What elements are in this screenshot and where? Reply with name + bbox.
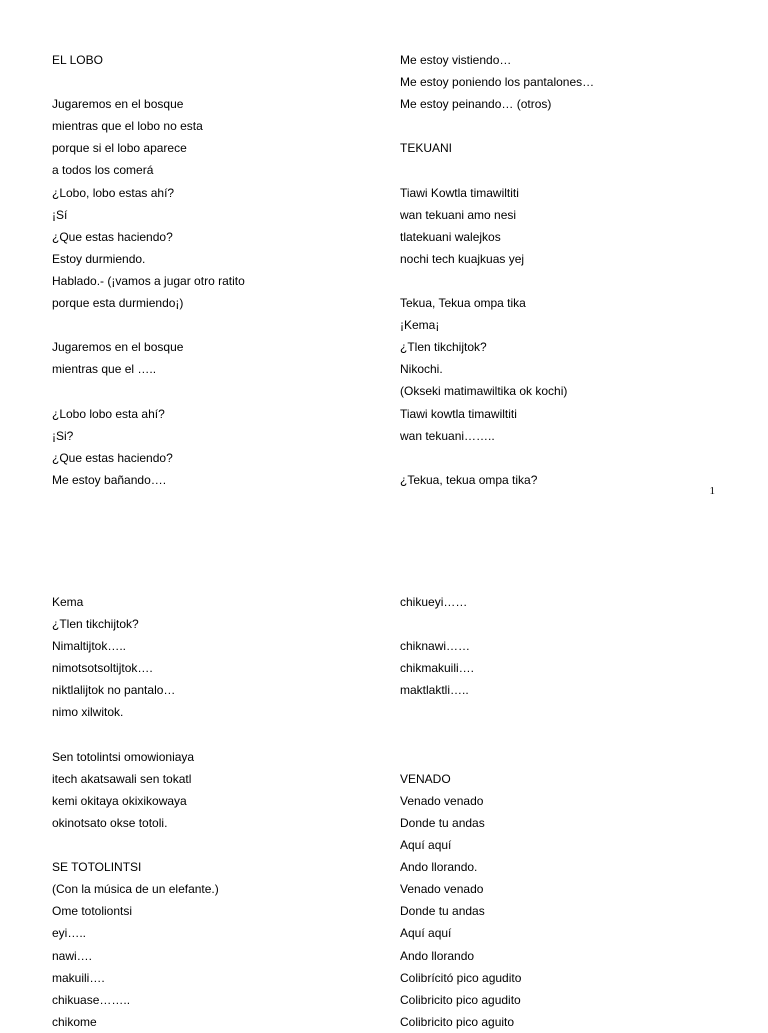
text-line: Venado venado <box>400 882 484 897</box>
text-line: Aquí aquí <box>400 838 452 853</box>
text-line: Jugaremos en el bosque <box>52 97 184 112</box>
text-line: wan tekuani…….. <box>400 428 495 443</box>
text-line: porque esta durmiendo¡) <box>52 296 184 311</box>
text-line: itech akatsawali sen tokatl <box>52 771 192 786</box>
text-line: Me estoy vistiendo… <box>400 53 512 67</box>
text-line: chikome <box>52 1014 97 1029</box>
text-line: ¿Que estas haciendo? <box>52 229 173 244</box>
text-line: (Con la música de un elefante.) <box>52 882 219 897</box>
page-number: 1 <box>709 485 715 497</box>
blank-line <box>400 724 730 746</box>
text-line: EL LOBO <box>52 53 103 67</box>
text-line: wan tekuani amo nesi <box>400 207 517 222</box>
left-text-column <box>52 591 382 1033</box>
text-line: (Okseki matimawiltika ok kochi) <box>400 384 568 399</box>
text-line: nimo xilwitok. <box>52 705 124 720</box>
text-line: maktlaktli….. <box>400 683 469 698</box>
blank-line <box>52 71 382 93</box>
text-line: Donde tu andas <box>400 815 485 830</box>
text-line: TEKUANI <box>400 141 453 156</box>
text-line: ¿Tlen tikchijtok? <box>400 340 487 355</box>
text-line: nawi…. <box>52 948 93 963</box>
text-line: Donde tu andas <box>400 904 485 919</box>
text-line: mientras que el ….. <box>52 362 157 377</box>
text-line: ¡Kema¡ <box>400 318 440 333</box>
text-line: Estoy durmiendo. <box>52 251 146 266</box>
text-line: Me estoy peinando… (otros) <box>400 97 552 112</box>
text-line: ¡Sí <box>52 207 68 222</box>
text-line: Ando llorando. <box>400 860 478 875</box>
blank-line <box>400 701 730 723</box>
text-line: nochi tech kuajkuas yej <box>400 251 525 266</box>
blank-line <box>400 613 730 635</box>
blank-line <box>400 746 730 768</box>
text-line: Me estoy poniendo los pantalones… <box>400 75 595 90</box>
text-line: kemi okitaya okixikowaya <box>52 793 187 808</box>
right-text-column <box>400 591 730 1033</box>
text-line: Venado venado <box>400 793 484 808</box>
text-line: Hablado.- (¡vamos a jugar otro ratito <box>52 273 245 288</box>
text-line: okinotsato okse totoli. <box>52 815 168 830</box>
text-line: Tiawi kowtla timawiltiti <box>400 406 517 421</box>
text-line: Colibricito pico aguito <box>400 1014 515 1029</box>
blank-line <box>52 380 382 402</box>
text-line: Aquí aquí <box>400 926 452 941</box>
text-line: Me estoy bañando…. <box>52 472 167 487</box>
text-line: Jugaremos en el bosque <box>52 340 184 355</box>
text-line: ¡Si? <box>52 428 74 443</box>
text-line: Ome totoliontsi <box>52 904 133 919</box>
text-line: mientras que el lobo no esta <box>52 119 203 134</box>
text-line: Sen totolintsi omowioniaya <box>52 749 195 764</box>
text-line: chikuase…….. <box>52 992 131 1007</box>
text-line: SE TOTOLINTSI <box>52 860 142 875</box>
text-line: ¿Lobo lobo esta ahí? <box>52 406 165 421</box>
text-line: Colibrícitó pico agudito <box>400 970 522 985</box>
blank-line <box>52 314 382 336</box>
blank-line <box>52 724 382 746</box>
document-page-2 <box>0 520 768 1029</box>
blank-line <box>400 159 730 181</box>
text-line: ¿Lobo, lobo estas ahí? <box>52 185 175 200</box>
blank-line <box>400 270 730 292</box>
text-line: Tiawi Kowtla timawiltiti <box>400 185 519 200</box>
text-line: chikueyi…… <box>400 595 468 609</box>
text-line: eyi….. <box>52 926 87 941</box>
right-text-column <box>400 49 730 491</box>
text-line: Nikochi. <box>400 362 443 377</box>
text-line: tlatekuani walejkos <box>400 229 501 244</box>
text-line: nimotsotsoltijtok…. <box>52 661 153 676</box>
text-line: VENADO <box>400 771 451 786</box>
text-line: porque si el lobo aparece <box>52 141 187 156</box>
text-line: ¿Tekua, tekua ompa tika? <box>400 472 538 487</box>
text-line: Nimaltijtok….. <box>52 639 127 654</box>
text-line: ¿Tlen tikchijtok? <box>52 617 139 632</box>
blank-line <box>400 447 730 469</box>
text-line: Ando llorando <box>400 948 475 963</box>
text-line: makuili…. <box>52 970 105 985</box>
blank-line <box>400 115 730 137</box>
text-line: Colibricito pico agudito <box>400 992 521 1007</box>
text-line: niktlalijtok no pantalo… <box>52 683 176 698</box>
text-line: Kema <box>52 595 84 609</box>
text-line: a todos los comerá <box>52 163 154 178</box>
blank-line <box>52 834 382 856</box>
text-line: ¿Que estas haciendo? <box>52 450 173 465</box>
text-line: chiknawi…… <box>400 639 471 654</box>
text-line: Tekua, Tekua ompa tika <box>400 296 526 311</box>
text-line: chikmakuili…. <box>400 661 475 676</box>
left-text-column <box>52 49 382 491</box>
